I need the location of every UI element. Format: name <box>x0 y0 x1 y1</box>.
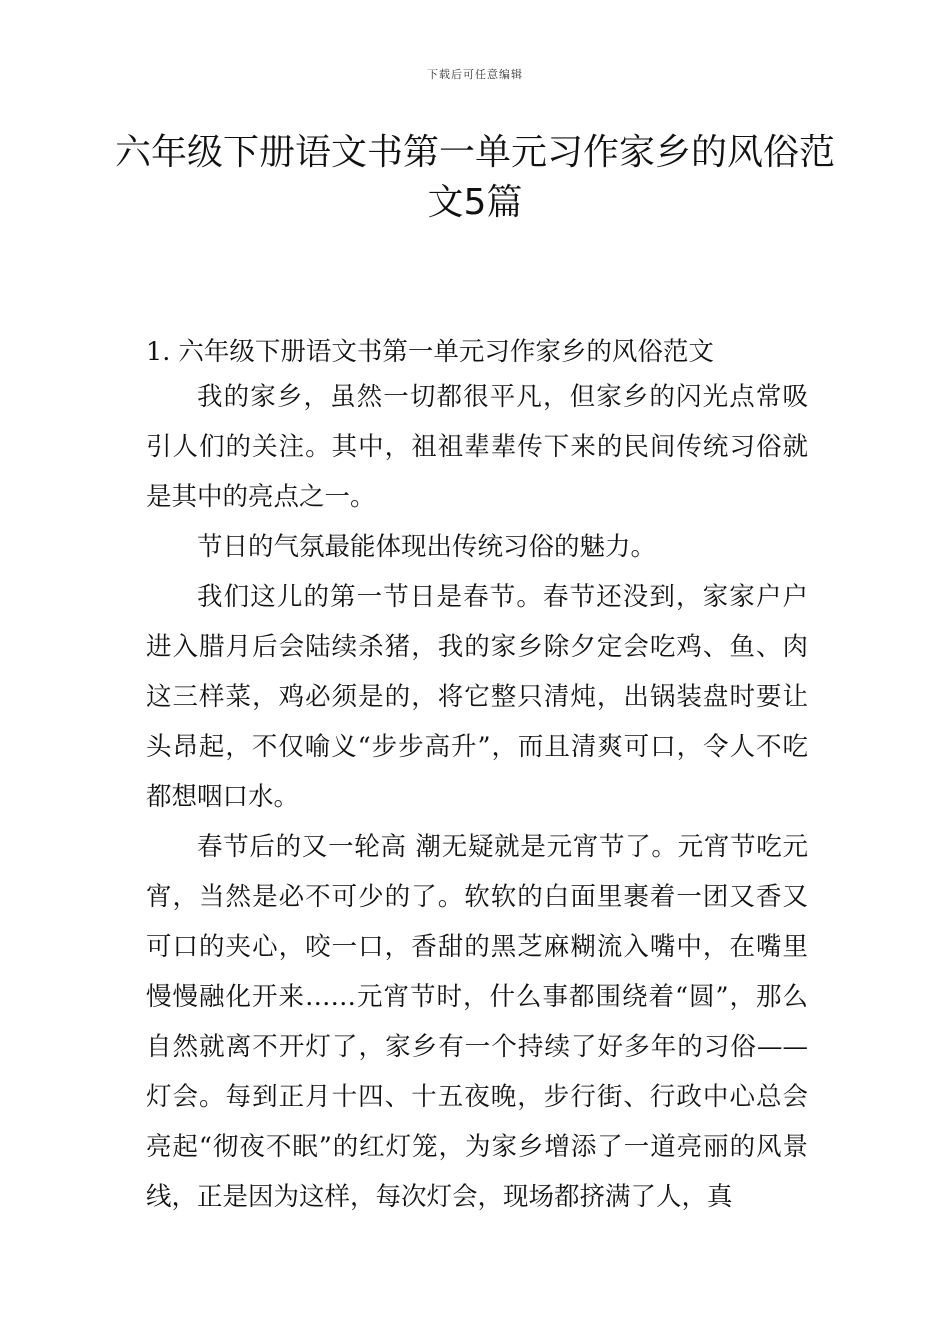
paragraph-festival-atmosphere: 节日的气氛最能体现出传统习俗的魅力。 <box>197 532 657 562</box>
paragraph-lantern-festival: 春节后的又一轮高 潮无疑就是元宵节了。元宵节吃元宵，当然是必不可少的了。软软的白面里裹着一团又香又可口的夹心，咬一口，香甜的黑芝麻糊流入嘴中，在嘴里慢慢融化开来……元宵节时，什么事都围绕着“圆”，那么自然就离不开灯了，家乡有一个持续了好多年的习俗——灯会。每到正月十四、十五夜晚，步行街、行政中心总会亮起“彻夜不眠”的红灯笼，为家乡增添了一道亮丽的风景线，正是因为这样，每次灯会，现场都挤满了人，真 <box>146 832 808 1212</box>
paragraph-hometown-intro: 我的家乡，虽然一切都很平凡，但家乡的闪光点常吸引人们的关注。其中，祖祖辈辈传下来的民间传统习俗就是其中的亮点之一。 <box>146 382 808 512</box>
document-title: 六年级下册语文书第一单元习作家乡的风俗范文5篇 <box>114 132 835 223</box>
paragraph-spring-festival: 我们这儿的第一节日是春节。春节还没到，家家户户进入腊月后会陆续杀猪，我的家乡除夕定会吃鸡、鱼、肉这三样菜，鸡必须是的，将它整只清炖，出锅装盘时要让头昂起，不仅喻义“步步高升”，而且清爽可口，令人不吃都想咽口水。 <box>146 582 808 812</box>
document-body <box>146 332 808 1222</box>
download-note: 下载后可任意编辑 <box>427 68 523 81</box>
section-heading: 1. 六年级下册语文书第一单元习作家乡的风俗范文 <box>146 337 714 367</box>
